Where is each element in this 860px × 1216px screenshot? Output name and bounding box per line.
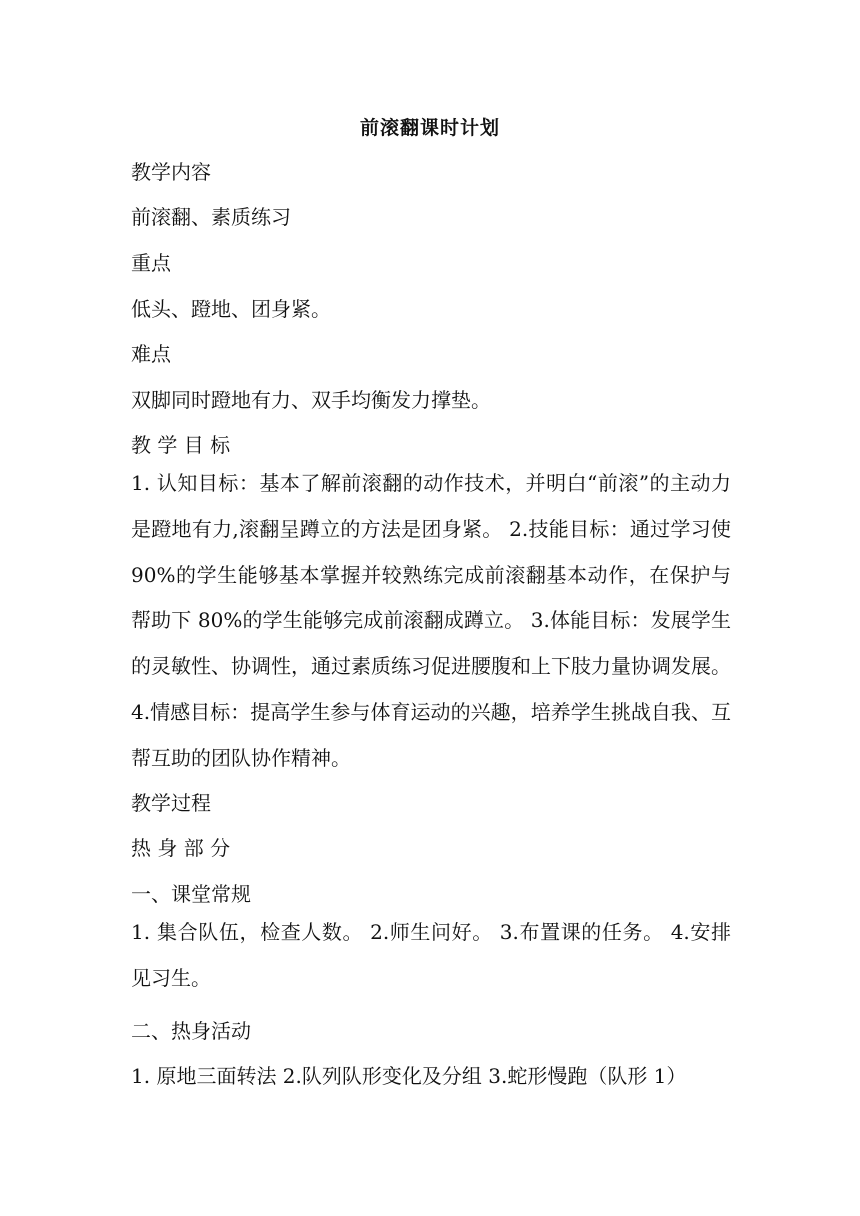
content-text: 前滚翻、素质练习 <box>131 205 291 229</box>
key-point-text: 低头、蹬地、团身紧。 <box>131 297 331 321</box>
warmup-activity-text: 1. 原地三面转法 2.队列队形变化及分组 3.蛇形慢跑（队形 1） <box>131 1064 687 1088</box>
routine-paragraph: 1. 集合队伍，检查人数。 2.师生问好。 3.布置课的任务。 4.安排见习生。 <box>131 920 731 990</box>
section-heading-routine: 一、课堂常规 <box>131 882 251 906</box>
section-heading-objectives: 教 学 目 标 <box>131 433 231 457</box>
section-heading-process: 教学过程 <box>131 791 211 815</box>
difficulty-text: 双脚同时蹬地有力、双手均衡发力撑垫。 <box>131 388 491 412</box>
section-heading-difficulty: 难点 <box>131 342 171 366</box>
section-heading-warmup: 热 身 部 分 <box>131 836 231 860</box>
section-heading-warmup-activity: 二、热身活动 <box>131 1019 251 1043</box>
objectives-paragraph: 1. 认知目标：基本了解前滚翻的动作技术，并明白“前滚”的主动力是蹬地有力,滚翻呈蹲立的方法是团身紧。 2.技能目标：通过学习使 90%的学生能够基本掌握并较熟练完成前滚翻基本动作，在保护与帮助下 80%的学生能够完成前滚翻成蹲立。 3.体能目标：发展学生的灵敏性、协调性，通过素质练习促进腰腹和上下肢力量协调发展。 4.情感目标：提高学生参与体育运动的兴趣，培养学生挑战自我、互帮互助的团队协作精神。 <box>131 471 731 770</box>
section-heading-content: 教学内容 <box>131 160 211 184</box>
document-title: 前滚翻课时计划 <box>359 117 500 139</box>
section-heading-key-point: 重点 <box>131 251 171 275</box>
